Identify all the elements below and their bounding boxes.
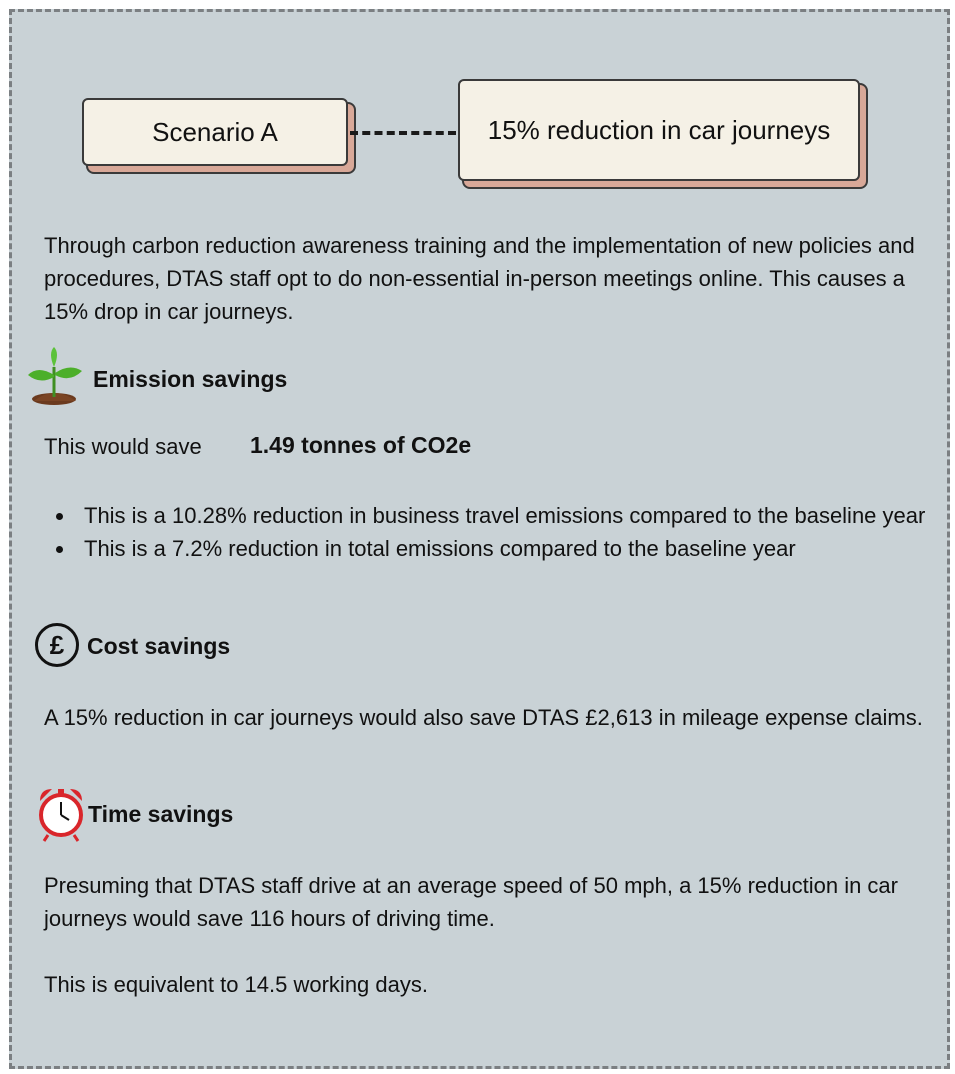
emissions-heading: Emission savings [93,366,288,392]
scenario-label: Scenario A [152,116,278,147]
time-paragraph: Presuming that DTAS staff drive at an average speed of 50 mph, a 15% reduction in car journeys would save 116 hours of driving time. [44,873,898,931]
save-amount: 1.49 tonnes of CO2e [250,432,472,458]
emissions-bullet-list [44,499,955,565]
save-prefix: This would save [44,434,202,459]
cost-heading: Cost savings [87,633,231,659]
list-item [84,499,955,532]
reduction-label: 15% reduction in car journeys [487,114,831,145]
time-heading: Time savings [88,801,234,827]
reduction-label-box [458,79,860,181]
intro-paragraph: Through carbon reduction awareness training and the implementation of new policies and procedures, DTAS staff opt to do non-essential in-person meetings online. This causes a 15% drop in car journeys. [44,233,915,324]
seedling-icon [26,345,86,405]
bullet-text: This is a 10.28% reduction in business travel emissions compared to the baseline year [84,503,926,528]
bullet-text: This is a 7.2% reduction in total emissions compared to the baseline year [84,536,796,561]
time-equivalent: This is equivalent to 14.5 working days. [44,972,428,997]
svg-text:£: £ [49,630,65,660]
dashed-connector [350,131,456,135]
scenario-label-box [82,98,348,166]
list-item [84,532,955,565]
alarm-clock-icon [36,785,86,843]
cost-paragraph: A 15% reduction in car journeys would also save DTAS £2,613 in mileage expense claims. [44,705,923,730]
scenario-panel [9,9,950,1069]
pound-coin-icon [34,622,80,668]
bullet-icon [56,546,63,553]
bullet-icon [56,513,63,520]
